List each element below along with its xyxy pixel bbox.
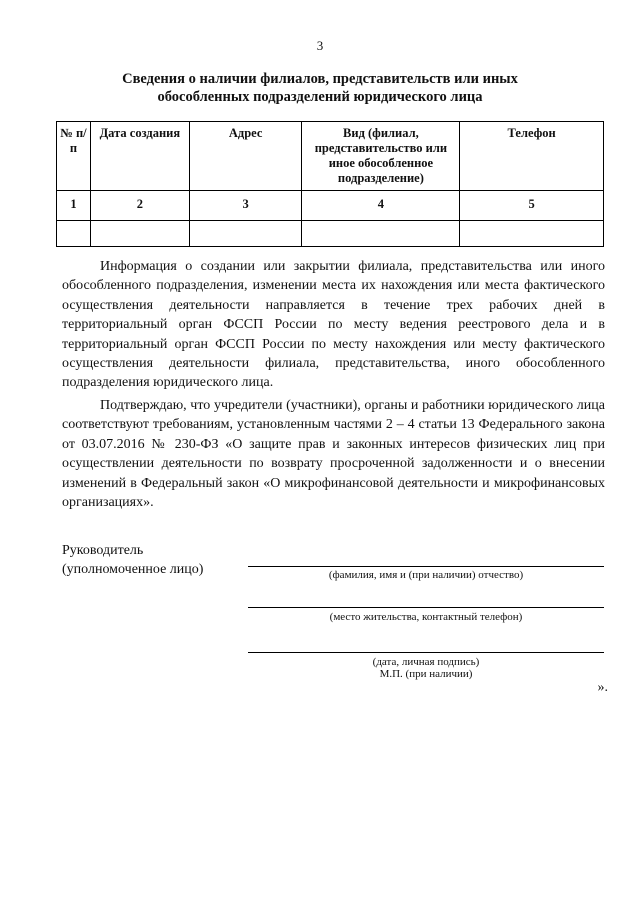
column-number-1: 1 <box>57 191 91 221</box>
column-number-5: 5 <box>460 191 604 221</box>
role-line-2: (уполномоченное лицо) <box>62 562 204 577</box>
column-number-3: 3 <box>189 191 302 221</box>
caption-date: (дата, личная подпись) <box>372 656 480 668</box>
column-number-4: 4 <box>302 191 460 221</box>
title-line-2: обособленных подразделений юридического лица <box>157 89 483 105</box>
name-signature-line <box>248 566 604 567</box>
page-number: 3 <box>316 38 324 53</box>
column-number-2: 2 <box>90 191 189 221</box>
header-phone: Телефон <box>460 122 604 191</box>
role-line-1: Руководитель <box>62 543 144 558</box>
paragraph-notification: Информация о создании или закрытии филиала, представительства или иного обособленного подразделения, изменении места их нахождения или места фактического осуществления деятельности направляется в течение трех рабочих дней в территориальный орган ФССП России по месту ведения реестрового дела и в территориальный орган ФССП России по месту нахождения или месту фактического осуществления деятельности филиала, представительства, иного обособленного подразделения юридического лица. <box>62 259 605 391</box>
empty-cell <box>57 221 91 247</box>
caption-address: (место жительства, контактный телефон) <box>329 611 523 623</box>
empty-cell <box>90 221 189 247</box>
empty-cell <box>460 221 604 247</box>
branches-table <box>56 121 604 247</box>
table-row <box>57 221 604 247</box>
empty-cell <box>302 221 460 247</box>
date-signature-line <box>248 652 604 653</box>
header-type: Вид (филиал, представительство или иное обособленное подразделение) <box>302 122 460 191</box>
title-line-1: Сведения о наличии филиалов, представительств или иных <box>122 71 518 87</box>
header-address: Адрес <box>189 122 302 191</box>
empty-cell <box>189 221 302 247</box>
table-row <box>57 191 604 221</box>
signatory-role <box>62 541 203 579</box>
table-header-row <box>57 122 604 191</box>
caption-name: (фамилия, имя и (при наличии) отчество) <box>328 569 524 581</box>
paragraph-confirmation: Подтверждаю, что учредители (участники), органы и работники юридического лица соответствуют требованиям, установленным частями 2 – 4 статьи 13 Федерального закона от 03.07.2016 № 230-ФЗ «О защите прав и законных интересов физических лиц при осуществлении деятельности по возврату просроченной задолженности и о внесении изменений в Федеральный закон «О микрофинансовой деятельности и микрофинансовых организациях». <box>62 398 605 511</box>
section-title <box>60 70 580 106</box>
header-date-created: Дата создания <box>90 122 189 191</box>
header-number: № п/п <box>57 122 91 191</box>
address-signature-line <box>248 607 604 608</box>
closing-quote-mark: ». <box>597 680 608 695</box>
caption-stamp: М.П. (при наличии) <box>379 668 473 680</box>
